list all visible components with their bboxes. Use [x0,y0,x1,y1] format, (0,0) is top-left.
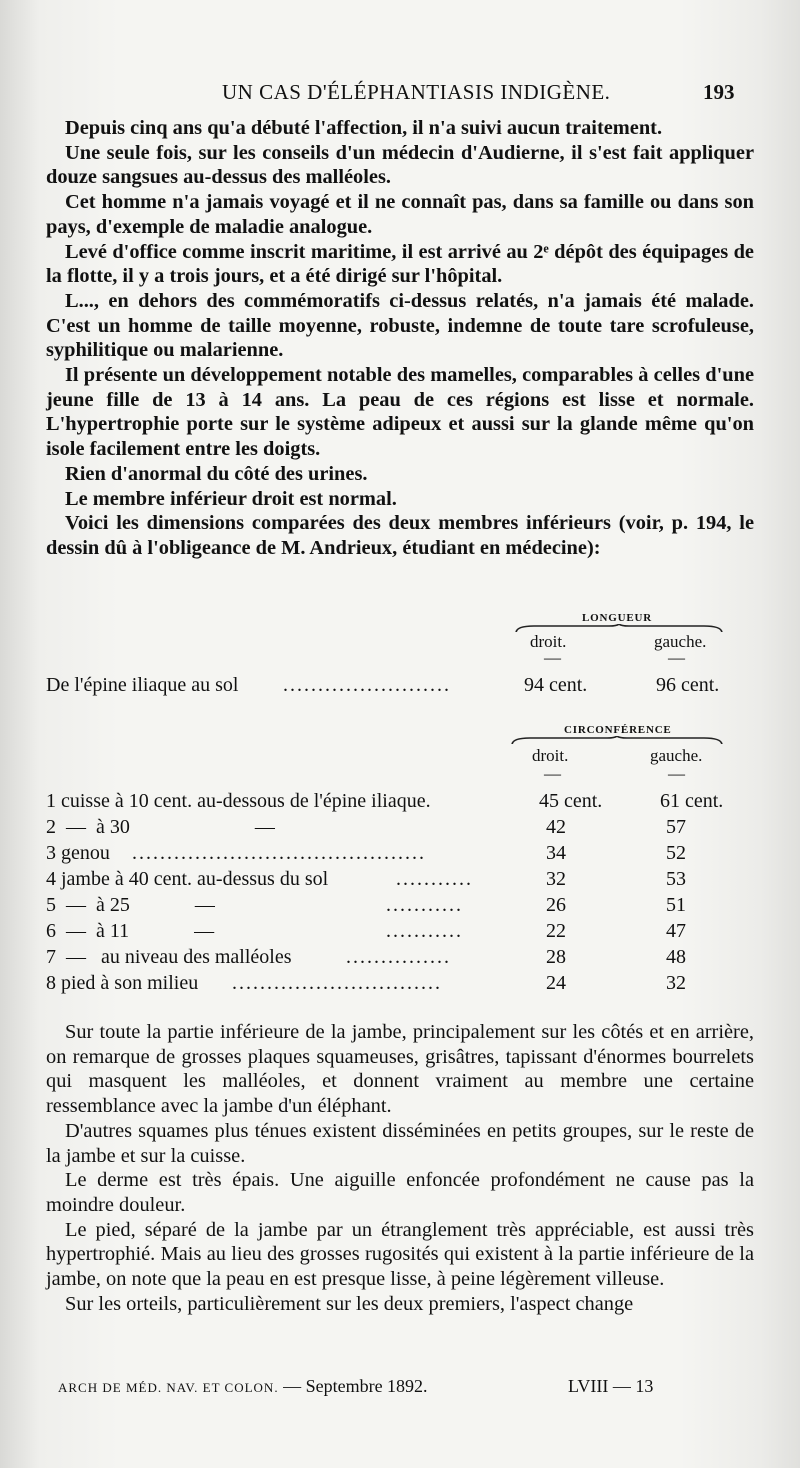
table-row [46,790,756,816]
paragraph: Sur les orteils, particulièrement sur les deux premiers, l'aspect change [65,1292,634,1315]
paragraph: Rien d'anormal du côté des urines. [65,462,368,485]
footer-volume: LVIII — 13 [568,1376,654,1396]
circ-col-right-dash: — [544,764,561,783]
page-footer [0,1376,800,1406]
paragraph: Il présente un développement notable des mamelles, comparables à celles d'une jeune fille de 13 à 14 ans. La peau de ces régions est lisse et normale. L'hypertrophie porte sur le système adipeux et aussi sur la glande même qu'on isole facilement entre les doigts. [46,364,754,461]
length-col-left: gauche. [654,632,707,651]
circ-col-left-dash: — [668,764,685,783]
table-row [46,894,756,920]
table-row [46,868,756,894]
paragraph: Cet homme n'a jamais voyagé et il ne connaît pas, dans sa famille ou dans son pays, d'exemple de maladie analogue. [46,191,754,238]
circ-col-right: droit. [532,746,569,765]
table-row [46,816,756,842]
paragraph: D'autres squames plus ténues existent disséminées en petits groupes, sur le reste de la jambe et sur la cuisse. [46,1119,754,1167]
row-value-droit: 24 [546,972,566,994]
footer-journal: ARCH DE MÉD. NAV. ET COLON. [58,1380,279,1395]
table-row [46,674,756,700]
row-value-gauche: 32 [666,972,686,994]
paragraph: Une seule fois, sur les conseils d'un médecin d'Audierne, il s'est fait appliquer douze sangsues au-dessus des malléoles. [46,141,754,189]
row-leader-dots: ........... [386,894,463,916]
paragraph: L..., en dehors des commémoratifs ci-dessus relatés, n'a jamais été malade. C'est un homme de taille moyenne, robuste, indemne de toute tare scrofuleuse, syphilitique ou malarienne. [46,289,754,362]
paragraph: Sur toute la partie inférieure de la jambe, principalement sur les côtés et en arrière, on remarque de grosses plaques squameuses, grisâtres, tapissant d'énormes bourrelets qui masquent les malléoles, et donnent vraiment au membre une certaine ressemblance avec la jambe d'un éléphant. [46,1021,754,1118]
length-col-right: droit. [530,632,567,651]
length-group-header: LONGUEUR [582,612,652,624]
length-col-right-dash: — [544,648,561,667]
table-row [46,842,756,868]
table-row [46,972,756,998]
paragraph: Le pied, séparé de la jambe par un étranglement très appréciable, est aussi très hypertrophié. Mais au lieu des grosses rugosités qui existent à la partie inférieure de la jambe, on note que la peau en est presque lisse, à peine légèrement villeuse. [46,1218,754,1291]
row-label: 4 jambe à 40 cent. au-dessus du sol [46,868,329,890]
row-label: 6 — à 11 — [46,920,215,942]
row-value-droit: 28 [546,946,566,968]
row-label: 3 genou [46,842,110,864]
row-leader-dots: ........................ [283,674,451,696]
row-value-gauche: 47 [666,920,686,942]
row-value-gauche: 48 [666,946,686,968]
row-value-gauche: 51 [666,894,686,916]
page-header [0,80,800,110]
circ-group-header: CIRCONFÉRENCE [564,724,672,736]
row-value-droit: 34 [546,842,566,864]
body-text-top [46,116,754,561]
body-text-bottom [46,1020,754,1316]
row-label: 7 — au niveau des malléoles [46,946,292,968]
row-value-gauche: 57 [666,816,686,838]
row-label: 2 — à 30 — [46,816,275,838]
paragraph: Le membre inférieur droit est normal. [65,487,397,510]
row-value-droit: 26 [546,894,566,916]
circumference-table [46,718,756,1008]
row-leader-dots: ........... [386,920,463,942]
brace-icon [510,736,724,744]
row-value-gauche: 61 cent. [660,790,724,812]
footer-date: — Septembre 1892. [283,1376,428,1396]
row-value-gauche: 53 [666,868,686,890]
table-row [46,920,756,946]
row-label: 5 — à 25 — [46,894,215,916]
footer-citation [58,1376,428,1397]
length-col-left-dash: — [668,648,685,667]
row-value-droit: 22 [546,920,566,942]
row-value-droit: 32 [546,868,566,890]
row-leader-dots: ........... [396,868,473,890]
running-title: UN CAS D'ÉLÉPHANTIASIS INDIGÈNE. [222,80,611,104]
row-value-droit: 42 [546,816,566,838]
row-value-gauche: 52 [666,842,686,864]
length-table [46,612,756,702]
row-leader-dots: ............... [346,946,451,968]
table-row [46,946,756,972]
paragraph: Voici les dimensions comparées des deux membres inférieurs (voir, p. 194, le dessin dû à l'obligeance de M. Andrieux, étudiant en médecine): [46,512,754,559]
row-label: 1 cuisse à 10 cent. au-dessous de l'épine iliaque. [46,790,431,812]
brace-icon [514,624,724,632]
paragraph: Levé d'office comme inscrit maritime, il est arrivé au 2ᵉ dépôt des équipages de la flotte, il y a trois jours, et a été dirigé sur l'hôpital. [46,240,754,288]
row-value-gauche: 96 cent. [656,674,720,696]
row-value-droit: 45 cent. [539,790,603,812]
row-label: 8 pied à son milieu [46,972,199,994]
paragraph: Le derme est très épais. Une aiguille enfoncée profondément ne cause pas la moindre douleur. [46,1169,754,1216]
row-value-droit: 94 cent. [524,674,588,696]
row-label: De l'épine iliaque au sol [46,674,239,696]
paragraph: Depuis cinq ans qu'a débuté l'affection, il n'a suivi aucun traitement. [65,117,663,139]
row-leader-dots: .............................. [232,972,442,994]
page-number: 193 [703,80,735,104]
circ-col-left: gauche. [650,746,703,765]
row-leader-dots: .......................................... [132,842,426,864]
